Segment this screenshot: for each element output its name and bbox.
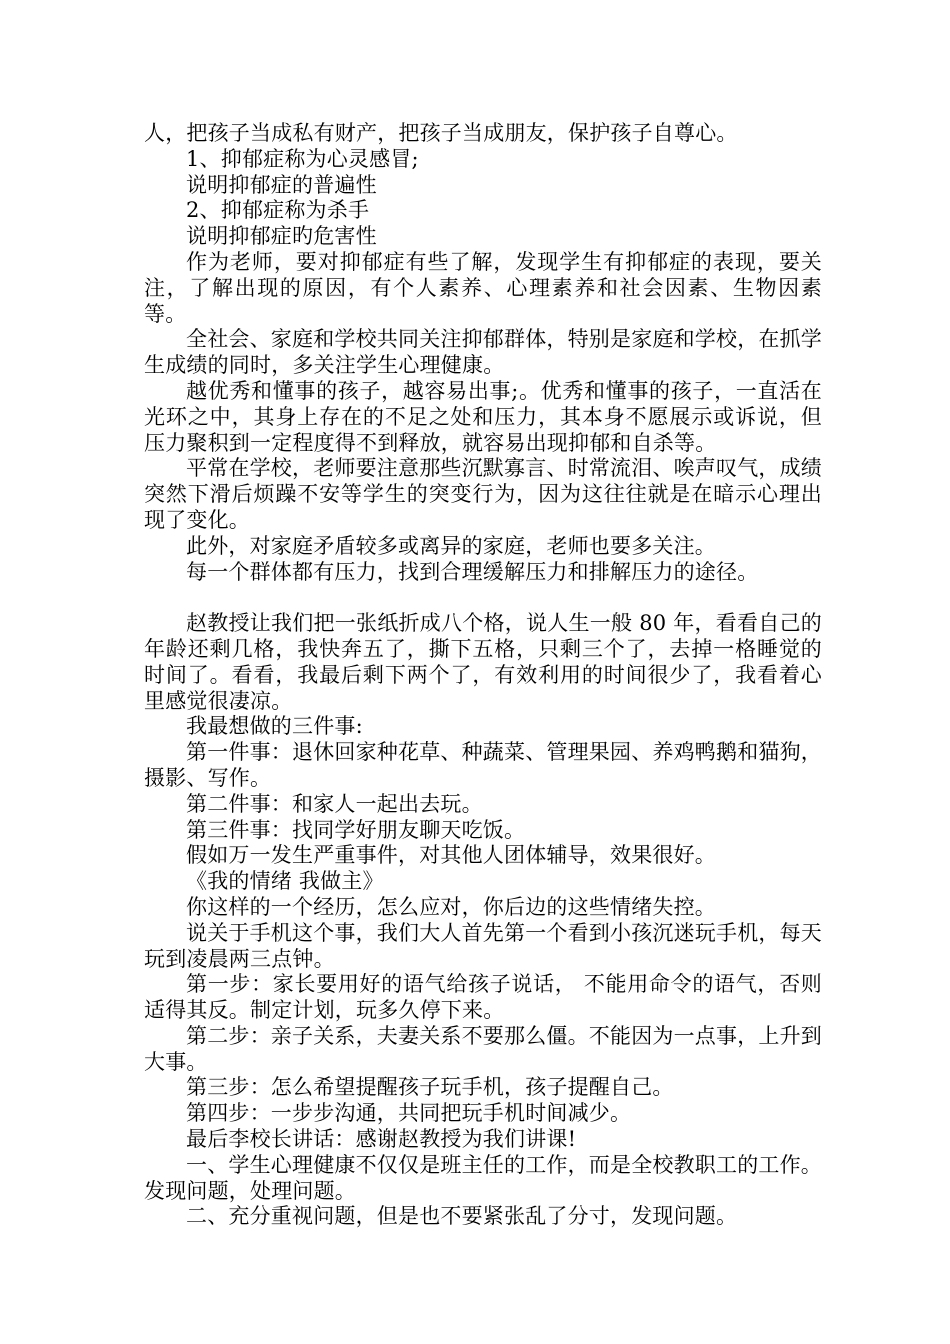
paragraph: 第二件事：和家人一起出去玩。 [186, 791, 483, 816]
document-page [144, 121, 822, 1230]
paragraph: 作为老师，要对抑郁症有些了解，发现学生有抑郁症的表现，要关注，了解出现的原因，有个人素养、心理素养和社会因素、生物因素等。 [144, 249, 822, 326]
paragraph: 此外，对家庭矛盾较多或离异的家庭，老师也要多关注。 [186, 533, 716, 558]
paragraph: 第二步：亲子关系，夫妻关系不要那么僵。不能因为一点事，上升到大事。 [144, 1023, 822, 1074]
paragraph: 第四步：一步步沟通，共同把玩手机时间减少。 [186, 1101, 632, 1126]
paragraph: 第三件事：找同学好朋友聊天吃饭。 [186, 817, 526, 842]
paragraph: 赵教授让我们把一张纸折成八个格，说人生一般 80 年，看看自己的年龄还剩几格，我快奔五了，撕下五格，只剩三个了，去掉一格睡觉的时间了。看看，我最后剩下两个了，有效利用的时间很少了，我看着心里感觉很凄凉。 [144, 611, 822, 713]
section-bottom [144, 611, 822, 1230]
paragraph: 越优秀和懂事的孩子，越容易出事;。优秀和懂事的孩子，一直活在光环之中，其身上存在的不足之处和压力，其本身不愿展示或诉说，但压力聚积到一定程度得不到释放，就容易出现抑郁和自杀等。 [144, 378, 822, 455]
paragraph: 1、抑郁症称为心灵感冒; [186, 146, 419, 171]
paragraph: 二、充分重视问题，但是也不要紧张乱了分寸，发现问题。 [186, 1204, 738, 1229]
paragraph: 假如万一发生严重事件，对其他人团体辅导，效果很好。 [186, 843, 716, 868]
paragraph: 第一件事：退休回家种花草、种蔬菜、管理果园、养鸡鸭鹅和猫狗，摄影、写作。 [144, 740, 822, 790]
paragraph: 每一个群体都有压力，找到合理缓解压力和排解压力的途径。 [186, 559, 759, 584]
section-top [144, 121, 822, 585]
paragraph: 2、抑郁症称为杀手 [186, 198, 370, 223]
paragraph: 第三步：怎么希望提醒孩子玩手机，孩子提醒自己。 [186, 1075, 674, 1100]
paragraph: 平常在学校，老师要注意那些沉默寡言、时常流泪、唉声叹气，成绩突然下滑后烦躁不安等学生的突变行为，因为这往往就是在暗示心理出现了变化。 [144, 456, 822, 532]
paragraph: 说明抑郁症旳危害性 [186, 224, 377, 249]
paragraph: 说关于手机这个事，我们大人首先第一个看到小孩沉迷玩手机，每天玩到凌晨两三点钟。 [144, 920, 822, 971]
paragraph: 《我的情绪 我做主》 [186, 869, 384, 894]
paragraph: 你这样的一个经历，怎么应对，你后边的这些情绪失控。 [186, 894, 716, 919]
paragraph: 说明抑郁症的普遍性 [186, 172, 377, 197]
paragraph: 全社会、家庭和学校共同关注抑郁群体，特别是家庭和学校，在抓学生成绩的同时，多关注学生心理健康。 [144, 327, 822, 378]
paragraph: 一、学生心理健康不仅仅是班主任的工作，而是全校教职工的工作。发现问题，处理问题。 [144, 1152, 822, 1203]
blank-line [144, 585, 822, 611]
paragraph: 最后李校长讲话：感谢赵教授为我们讲课! [186, 1127, 577, 1152]
paragraph: 人，把孩子当成私有财产，把孩子当成朋友，保护孩子自尊心。 [144, 121, 738, 145]
paragraph: 第一步：家长要用好的语气给孩子说话， 不能用命令的语气，否则适得其反。制定计划，玩多久停下来。 [144, 972, 822, 1023]
paragraph: 我最想做的三件事: [186, 714, 363, 739]
